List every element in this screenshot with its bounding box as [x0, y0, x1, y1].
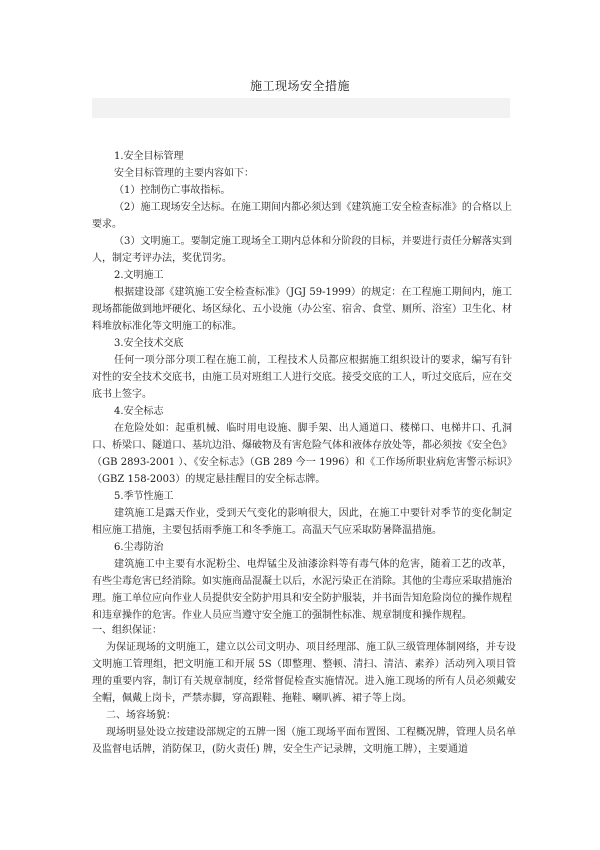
heading-seasonal-construction: 5.季节性施工	[114, 491, 174, 502]
heading-dust-prevention: 6.尘毒防治	[114, 542, 164, 553]
heading-site-appearance: 二、场容场貌：	[106, 710, 176, 721]
organization-section	[92, 622, 516, 758]
paragraph-civilized-construction: 根据建设部《建筑施工安全检查标准》（JGJ 59-1999）的规定：在工程施工期间内，施工现场都能做到地坪硬化、场区绿化、五小设施（办公室、宿舍、食堂、厕所、浴室）卫生化、材料堆放标准化等文明施工的标准。	[92, 287, 512, 332]
heading-target-management: 1.安全目标管理	[114, 151, 184, 162]
paragraph-organization: 为保证现场的文明施工，建立以公司文明办、项目经理部、施工队三级管理体制网络，并专设文明施工管理组，把文明施工和开展 5S（即整理、整顿、清扫、清洁、素养）活动列入项目管理的重要内容，制订有关规章制度，经常督促检查实施情况。进入施工现场的所有人员必须戴安全帽，佩戴上岗卡，严禁赤脚，穿高跟鞋、拖鞋、喇叭裤、裙子等上岗。	[92, 642, 516, 704]
page-title: 施工现场安全措施	[249, 79, 350, 93]
heading-civilized-construction: 2.文明施工	[114, 270, 164, 281]
list-item-3: （3）文明施工。要制定施工现场全工期内总体和分阶段的目标，并要进行责任分解落实到人，制定考评办法，奖优罚劣。	[92, 236, 512, 264]
intro-paragraph: 安全目标管理的主要内容如下：	[114, 168, 254, 179]
paragraph-technical-briefing: 任何一项分部分项工程在施工前，工程技术人员都应根据施工组织设计的要求，编写有针对性的安全技术交底书，由施工员对班组工人进行交底。接受交底的工人，听过交底后，应在交底书上签字。	[92, 355, 512, 400]
list-item-2: （2）施工现场安全达标。在施工期间内都必须达到《建筑施工安全检查标准》的合格以上要求。	[92, 202, 512, 230]
header-band	[92, 98, 510, 118]
heading-organization: 一、组织保证：	[92, 625, 162, 636]
paragraph-dust-prevention: 建筑施工中主要有水泥粉尘、电焊锰尘及油漆涂料等有毒气体的危害，随着工艺的改革，有些尘毒危害已经消除。如实施商品混凝土以后，水泥污染正在消除。其他的尘毒应采取措施治理。施工单位应向作业人员提供安全防护用具和安全防护服装，并书面告知危险岗位的操作规程和违章操作的危害。作业人员应当遵守安全施工的强制性标准、规章制度和操作规程。	[92, 559, 512, 621]
heading-safety-signs: 4.安全标志	[114, 406, 164, 417]
list-item-1: （1）控制伤亡事故指标。	[114, 185, 231, 196]
paragraph-safety-signs: 在危险处如：起重机械、临时用电设施、脚手架、出人通道口、楼梯口、电梯井口、孔洞口、桥梁口、隧道口、基坑边沿、爆破物及有害危险气体和液体存放处等，都必须按《安全色》（GB 2893-2001 ）、《安全标志》（GB 289 今一 1996）和《工作场所职业病危害警示标识》（GBZ 158-2003）的规定悬挂醒目的安全标志牌。	[92, 423, 512, 485]
safety-measures-section	[92, 148, 512, 624]
paragraph-seasonal-construction: 建筑施工是露天作业，受到天气变化的影响很大，因此，在施工中要针对季节的变化制定相应施工措施，主要包括雨季施工和冬季施工。高温天气应采取防暑降温措施。	[92, 508, 512, 536]
heading-technical-briefing: 3.安全技术交底	[114, 338, 184, 349]
paragraph-site-appearance: 现场明显处设立按建设部规定的五牌一图（施工现场平面布置图、工程概况牌，管理人员名单及监督电话牌，消防保卫，(防火责任) 牌，安全生产记录牌，文明施工牌），主要通道	[92, 727, 516, 755]
